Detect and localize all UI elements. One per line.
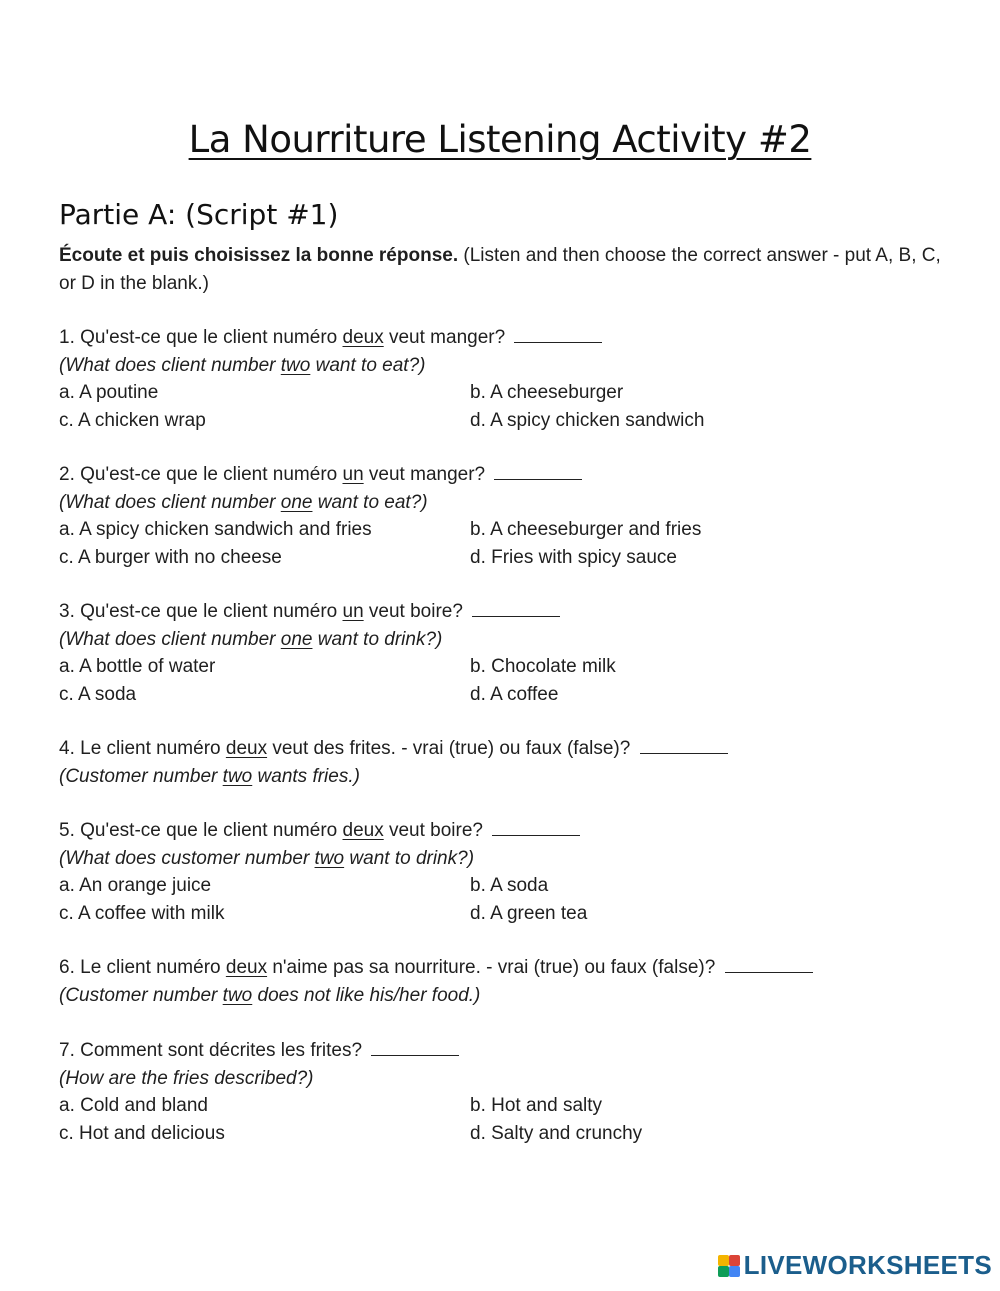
question-5: 5. Qu'est-ce que le client numéro deux veut boire? (What does customer number two want to drink?) a. An orange juice b. A soda c. A coffee with milk d. A green tea [59,817,959,927]
question-2: 2. Qu'est-ce que le client numéro un veut manger? (What does client number one want to eat?) a. A spicy chicken sandwich and fries b. A cheeseburger and fries c. A burger with no cheese d. Fries with spicy sauce [59,461,959,571]
answer-blank-3[interactable] [472,600,560,617]
option: a. An orange juice [59,875,212,896]
option: d. A coffee [470,683,559,705]
answer-blank-5[interactable] [492,819,580,836]
option: b. A cheeseburger [470,382,624,403]
option: d. Fries with spicy sauce [470,546,677,568]
option: a. A bottle of water [59,656,216,677]
option: b. A soda [470,875,549,896]
section-title: Partie A: (Script #1) [59,198,339,231]
option: c. A coffee with milk [59,902,225,924]
liveworksheets-logo-icon [718,1255,740,1277]
answer-blank-6[interactable] [725,956,813,973]
question-4: 4. Le client numéro deux veut des frites. - vrai (true) ou faux (false)? (Customer number two wants fries.) [59,735,959,790]
question-1: 1. Qu'est-ce que le client numéro deux veut manger? (What does client number two want to eat?) a. A poutine b. A cheeseburger c. A chicken wrap d. A spicy chicken sandwich [59,324,959,434]
answer-blank-1[interactable] [514,326,602,343]
option: b. A cheeseburger and fries [470,519,702,540]
instructions-bold: Écoute et puis choisissez la bonne réponse. [59,245,459,266]
question-3: 3. Qu'est-ce que le client numéro un veut boire? (What does client number one want to drink?) a. A bottle of water b. Chocolate milk c. A soda d. A coffee [59,598,959,708]
logo-text: LIVEWORKSHEETS [743,1250,992,1280]
option: c. A soda [59,683,137,705]
question-6: 6. Le client numéro deux n'aime pas sa nourriture. - vrai (true) ou faux (false)? (Customer number two does not like his/her food.) [59,954,959,1009]
question-7: 7. Comment sont décrites les frites? (How are the fries described?) a. Cold and bland b. Hot and salty c. Hot and delicious d. Salty and crunchy [59,1037,959,1147]
option: a. A poutine [59,382,159,403]
option: d. Salty and crunchy [470,1122,643,1144]
option: b. Hot and salty [470,1095,603,1116]
option: c. Hot and delicious [59,1122,225,1144]
answer-blank-4[interactable] [640,737,728,754]
liveworksheets-logo[interactable] [718,1250,992,1281]
option: c. A chicken wrap [59,409,206,431]
option: a. Cold and bland [59,1095,208,1116]
option: c. A burger with no cheese [59,546,282,568]
option: d. A green tea [470,902,588,924]
instructions-rest: (Listen and then choose the correct answer - put A, B, C, or D in the blank.) [59,245,941,294]
answer-blank-7[interactable] [371,1039,459,1056]
page-title: La Nourriture Listening Activity #2 [188,118,812,161]
instructions [59,242,949,298]
option: d. A spicy chicken sandwich [470,409,705,431]
option: b. Chocolate milk [470,656,616,677]
option: a. A spicy chicken sandwich and fries [59,519,372,540]
answer-blank-2[interactable] [494,463,582,480]
